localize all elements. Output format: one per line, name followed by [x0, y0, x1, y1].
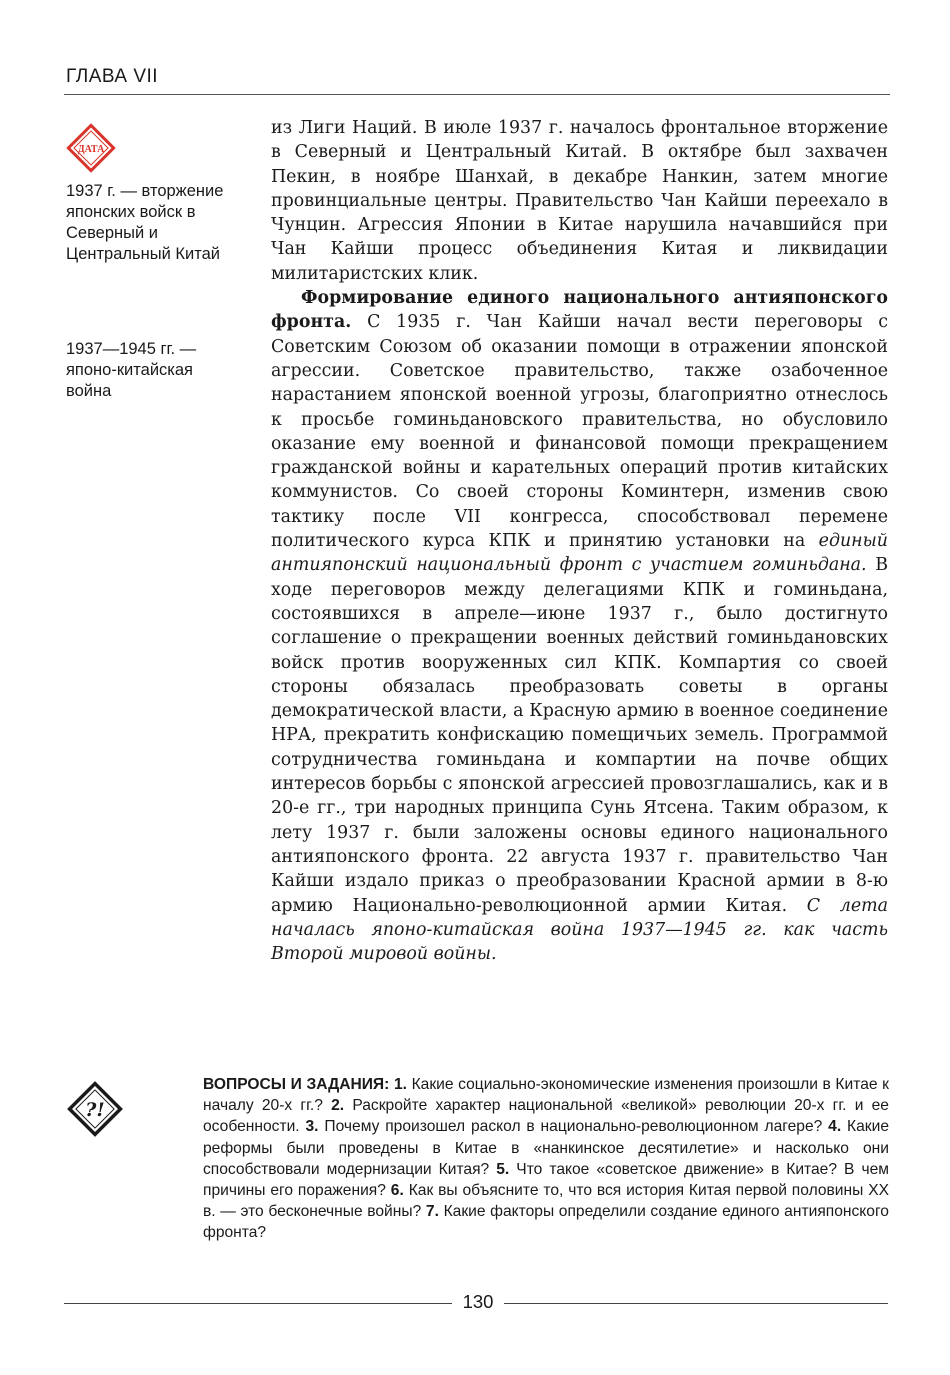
date-badge-label: ДАТА [77, 144, 105, 155]
paragraph-2 [271, 286, 888, 966]
footer-rule-right [504, 1303, 888, 1304]
question-2-text: Раскройте характер национальной «великой» революции 20-х гг. и ее особенности. [203, 1097, 889, 1136]
paragraph-1: из Лиги Наций. В июле 1937 г. началось фронтальное вторжение в Северный и Центральный Китай. В октябре был захвачен Пекин, в ноябре Шанхай, в декабре Нанкин, затем многие провинциальные центры. Правительство Чан Кайши переехало в Чунцин. Агрессия Японии в Китае нарушила начавшийся при Чан Кайши процесс объединения Китая и ликвидации милитаристских клик. [271, 118, 888, 284]
question-1-num: 1. [393, 1076, 407, 1093]
paragraph-2-text-1: С 1935 г. Чан Кайши начал вести переговоры с Советским Союзом об оказании помощи в отражении японской агрессии. Советское правительство, также озабоченное нарастанием японской военной угрозы, благоприятно отнеслось к просьбе гоминьдановского правительства, но обусловило оказание ему военной и финансовой помощи прекращением гражданской войны и карательных операций против китайских коммунистов. Со своей стороны Коминтерн, изменив свою тактику после VII конгресса, способствовал перемене политического курса КПК и принятию установки на [271, 312, 888, 552]
question-4-text: Какие реформы были проведены в Китае в «нанкинское десятилетие» и насколько они способствовали модернизации Китая? [203, 1118, 889, 1178]
question-7-num: 7. [425, 1203, 439, 1221]
questions-icon-label: ?! [85, 1099, 105, 1121]
footer-rule-left [64, 1303, 452, 1304]
question-4-num: 4. [828, 1118, 842, 1136]
page-number: 130 [462, 1291, 494, 1312]
chapter-title: ГЛАВА VII [66, 66, 159, 87]
question-3-num: 3. [305, 1118, 319, 1136]
main-text [271, 116, 888, 966]
question-3-text: Почему произошел раскол в национально-революционном лагере? [324, 1118, 823, 1136]
paragraph-2-italic-1: единый антияпонский национальный фронт с участием гоминьдана. [271, 531, 888, 576]
question-6-text: Как вы объясните то, что вся история Китая первой половины XX в. — это бесконечные войны? [203, 1182, 890, 1221]
questions-icon [64, 1078, 126, 1140]
question-7-text: Какие факторы определили создание единого антияпонского фронта? [203, 1203, 889, 1242]
question-1-text: Какие социально-экономические изменения произошли в Китае к началу 20-х гг.? [203, 1076, 889, 1115]
margin-note-1937: 1937 г. — вторжение японских войск в Северный и Центральный Китай [66, 182, 224, 263]
question-5-text: Что такое «советское движение» в Китае? В чем причины его поражения? [203, 1160, 889, 1200]
header-rule [64, 94, 890, 95]
questions-title: ВОПРОСЫ И ЗАДАНИЯ: [203, 1076, 390, 1093]
question-2-num: 2. [331, 1097, 345, 1115]
question-5-num: 5. [496, 1160, 510, 1178]
paragraph-2-text-2: В ходе переговоров между делегациями КПК и гоминьдана, состоявшихся в апреле—июне 1937 г., было достигнуто соглашение о прекращении военных действий гоминьдановских войск против вооруженных сил КПК. Компартия со своей стороны обязалась преобразовать советы в органы демократической власти, а Красную армию в военное соединение НРА, прекратить конфискацию помещичьих земель. Программой сотрудничества гоминьдана и компартии на почве общих интересов борьбы с японской агрессией провозглашались, как и в 20-е гг., три народных принципа Сунь Ятсена. Таким образом, к лету 1937 г. были заложены основы единого национального антияпонского фронта. 22 августа 1937 г. правительство Чан Кайши издало приказ о преобразовании Красной армии в 8-ю армию Национально-революционной армии Китая. [271, 555, 888, 916]
paragraph-2-italic-2: С лета началась японо-китайская война 1937—1945 гг. как часть Второй мировой войны. [271, 895, 888, 965]
section-heading: Формирование единого национального антияпонского фронта. [271, 288, 888, 333]
date-badge-icon [63, 120, 119, 176]
questions-block [203, 1074, 889, 1244]
question-6-num: 6. [390, 1182, 404, 1200]
margin-note-war: 1937—1945 гг. — японо-китайская война [66, 340, 197, 400]
